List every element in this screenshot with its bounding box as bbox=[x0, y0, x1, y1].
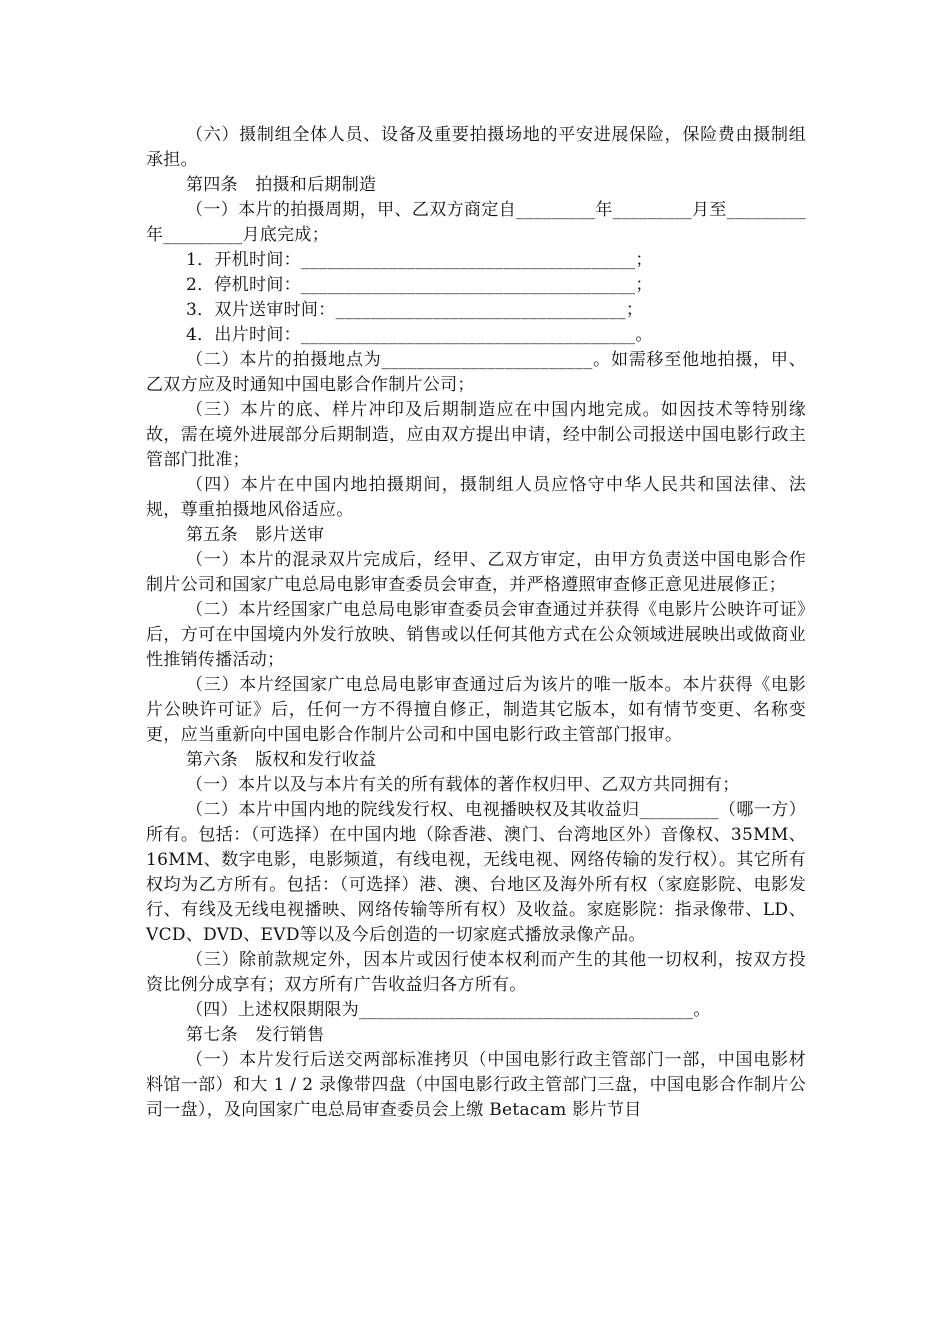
paragraph-submission: （一）本片的混录双片完成后，经甲、乙双方审定，由甲方负责送中国电影合作制片公司和国家广电总局电影审查委员会审查，并严格遵照审查修正意见进展修正； bbox=[146, 550, 806, 595]
article-6-heading: 第六条 版权和发行收益 bbox=[186, 750, 377, 770]
paragraph-insurance: （六）摄制组全体人员、设备及重要拍摄场地的平安进展保险，保险费由摄制组承担。 bbox=[146, 125, 806, 170]
paragraph-law-compliance: （四）本片在中国内地拍摄期间，摄制组人员应恪守中华人民共和国法律、法规，尊重拍摄地风俗适应。 bbox=[146, 475, 806, 520]
list-item-release-time: 4．出片时间：______________________________________。 bbox=[186, 325, 653, 345]
paragraph-license: （二）本片经国家广电总局电影审查委员会审查通过并获得《电影片公映许可证》后，方可在中国境内外发行放映、销售或以任何其他方式在公众领域进展映出或做商业性推销传播活动； bbox=[146, 600, 806, 670]
paragraph-post-production: （三）本片的底、样片冲印及后期制造应在中国内地完成。如因技术等特别缘故，需在境外进展部分后期制造，应由双方提出申请，经中制公司报送中国电影行政主管部门批准； bbox=[146, 400, 806, 470]
paragraph-shooting-location: （二）本片的拍摄地点为________________________。如需移至他地拍摄，甲、乙双方应及时通知中国电影合作制片公司； bbox=[146, 350, 806, 395]
article-4-heading: 第四条 拍摄和后期制造 bbox=[186, 175, 377, 195]
paragraph-copyright: （一）本片以及与本片有关的所有载体的著作权归甲、乙双方共同拥有； bbox=[186, 775, 740, 795]
paragraph-rights-term: （四）上述权限期限为______________________________________。 bbox=[186, 1000, 711, 1020]
list-item-start-time: 1．开机时间：______________________________________； bbox=[186, 250, 653, 270]
list-item-stop-time: 2．停机时间：______________________________________； bbox=[186, 275, 653, 295]
document-body bbox=[146, 123, 806, 1123]
article-7-heading: 第七条 发行销售 bbox=[186, 1025, 325, 1045]
paragraph-shooting-period: （一）本片的拍摄周期，甲、乙双方商定自_________年_________月至_________年_________月底完成； bbox=[146, 200, 806, 245]
paragraph-copies: （一）本片发行后送交两部标准拷贝（中国电影行政主管部门一部，中国电影材料馆一部）和大 1 / 2 录像带四盘（中国电影行政主管部门三盘，中国电影合作制片公司一盘），及向国家广电总局审查委员会上缴 Betacam 影片节目 bbox=[146, 1050, 806, 1120]
paragraph-other-rights: （三）除前款规定外，因本片或因行使本权利而产生的其他一切权利，按双方投资比例分成享有；双方所有广告收益归各方所有。 bbox=[146, 950, 806, 995]
paragraph-unique-version: （三）本片经国家广电总局电影审查通过后为该片的唯一版本。本片获得《电影片公映许可证》后，任何一方不得擅自修正，制造其它版本，如有情节变更、名称变更，应当重新向中国电影合作制片公司和中国电影行政主管部门报审。 bbox=[146, 675, 806, 745]
article-5-heading: 第五条 影片送审 bbox=[186, 525, 325, 545]
paragraph-distribution-rights: （二）本片中国内地的院线发行权、电视播映权及其收益归_________（哪一方）所有。包括：（可选择）在中国内地（除香港、澳门、台湾地区外）音像权、35MM、16MM、数字电影，电影频道，有线电视，无线电视、网络传输的发行权）。其它所有权均为乙方所有。包括：（可选择）港、澳、台地区及海外所有权（家庭影院、电影发行、有线及无线电视播映、网络传输等所有权）及收益。家庭影院：指录像带、LD、VCD、DVD、EVD等以及今后创造的一切家庭式播放录像产品。 bbox=[146, 800, 806, 945]
list-item-review-time: 3．双片送审时间：_________________________________； bbox=[186, 300, 644, 320]
